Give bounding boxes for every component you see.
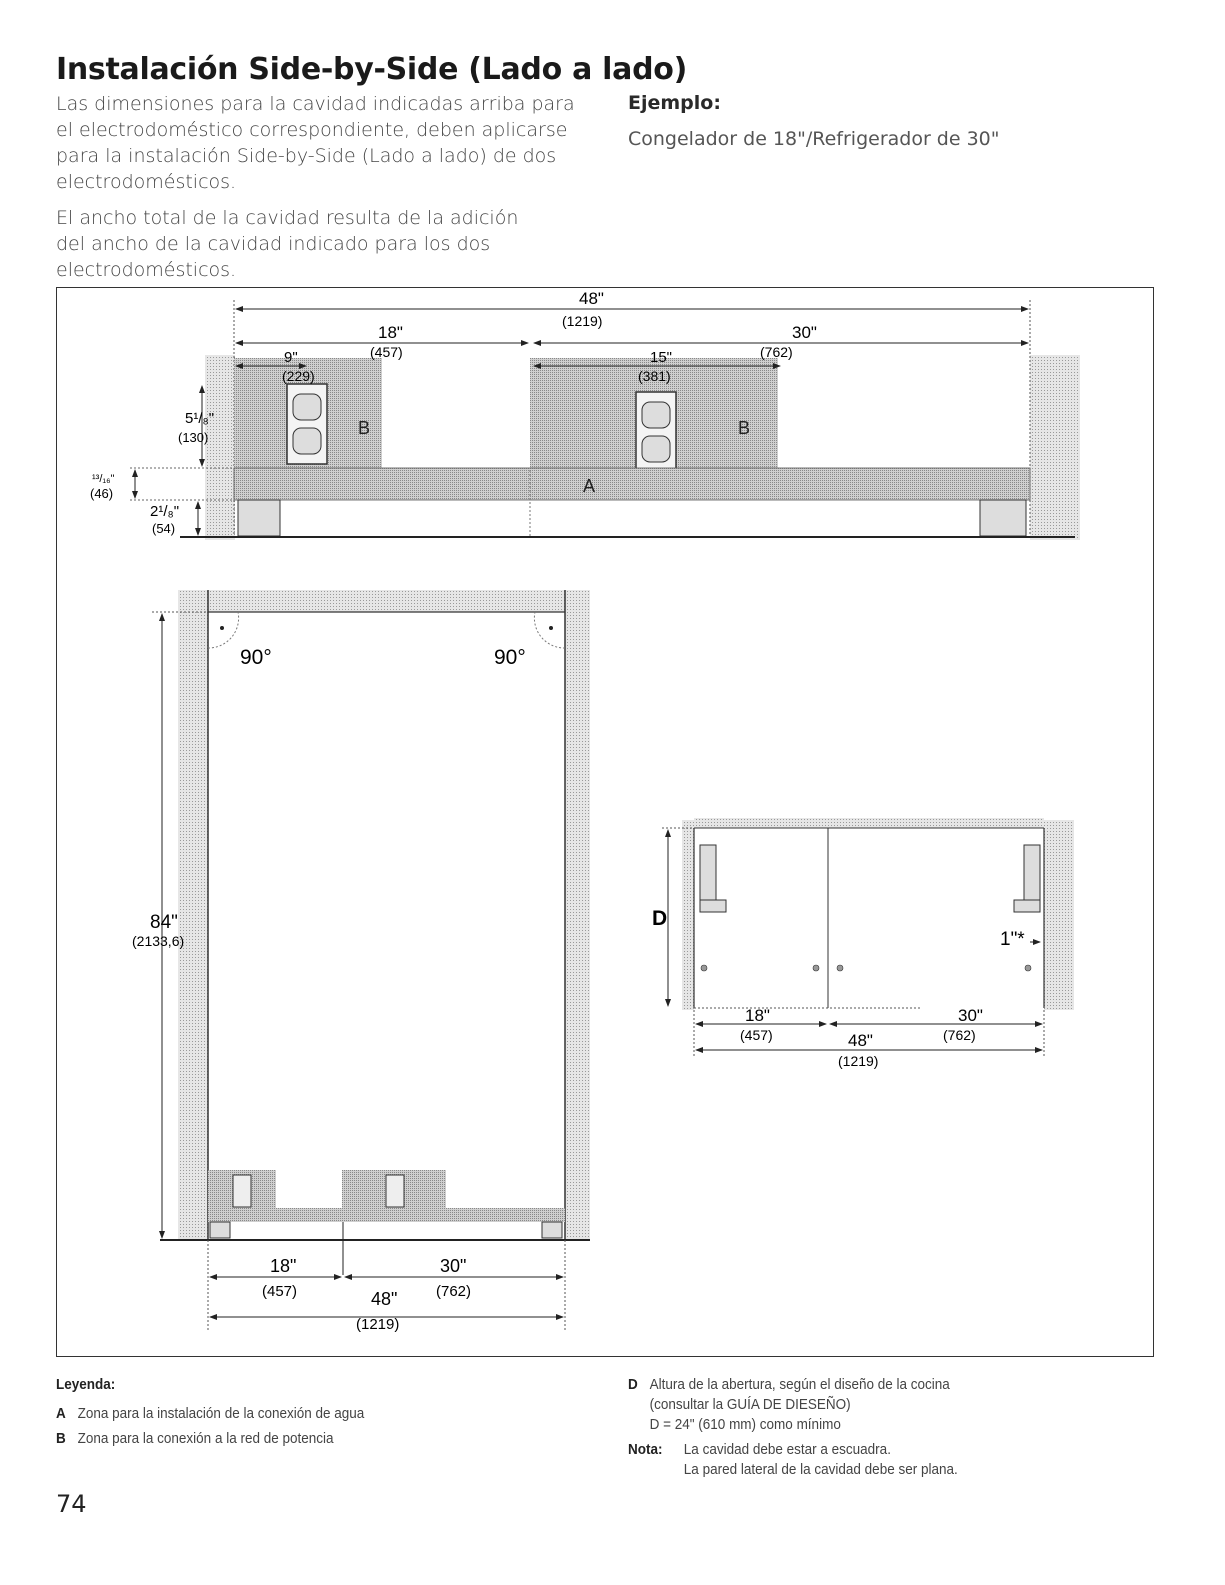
dim-h1-mm: (130) — [178, 430, 209, 445]
dim-right-mm: (762) — [943, 1027, 976, 1043]
zone-a-label: A — [583, 476, 596, 496]
width-paragraph: El ancho total de la cavidad resulta de la adición del ancho de la cavidad indicado para los dos electrodomésticos. — [56, 207, 519, 281]
legend-item-d — [628, 1375, 950, 1435]
legend-key: B — [56, 1430, 66, 1447]
dim-height-mm: (2133,6) — [132, 933, 185, 949]
dim-right-mm: (762) — [436, 1283, 472, 1300]
right-wall — [1044, 820, 1074, 1010]
legend-item-b — [56, 1430, 334, 1447]
legend-text: (consultar la GUÍA DE DIESEÑO) — [649, 1396, 851, 1413]
zone-b-label: B — [738, 418, 751, 438]
dim-h2-mm: (46) — [90, 486, 114, 501]
dim-left-mm: (457) — [740, 1027, 773, 1043]
hinge-bracket — [542, 1222, 562, 1238]
dim-d-label: D — [652, 907, 668, 930]
dim-right-mm: (762) — [760, 344, 793, 360]
hinge-bracket — [700, 845, 716, 900]
dim-right-in: 30" — [958, 1006, 983, 1025]
dim-height-in: 84" — [150, 912, 178, 933]
note-text: La pared lateral de la cavidad debe ser plana. — [683, 1461, 958, 1478]
zone-b-label: B — [358, 418, 371, 438]
dim-total-in: 48" — [371, 1289, 398, 1309]
dim-left-in: 18" — [270, 1256, 297, 1276]
plan-view-diagram — [652, 818, 1074, 1069]
outlet-icon — [233, 1175, 251, 1207]
dim-h3-mm: (54) — [152, 521, 176, 536]
dim-right-in: 30" — [792, 323, 817, 342]
dim-total-in: 48" — [848, 1031, 873, 1050]
dim-left-mm: (457) — [370, 344, 403, 360]
dim-gap: 1"* — [1000, 929, 1025, 950]
outlet-icon — [636, 392, 676, 472]
dim-total-mm: (1219) — [356, 1316, 400, 1333]
dim-half-left-in: 9" — [284, 349, 298, 366]
hinge-bracket — [1024, 845, 1040, 900]
example-text: Congelador de 18"/Refrigerador de 30" — [628, 128, 1000, 150]
dim-right-in: 30" — [440, 1256, 467, 1276]
dim-left-in: 18" — [745, 1006, 770, 1025]
dim-h1-in: 5¹/₈" — [185, 410, 215, 427]
zone-a-strip — [234, 468, 1030, 500]
legend-text: D = 24" (610 mm) como mínimo — [649, 1416, 841, 1433]
right-wall — [1030, 355, 1080, 540]
right-wall — [565, 590, 590, 1240]
page-title: Instalación Side-by-Side (Lado a lado) — [56, 52, 687, 87]
dim-h3-in: 2¹/₈" — [150, 503, 180, 520]
page-number: 74 — [56, 1490, 87, 1518]
hinge-bracket — [980, 500, 1026, 536]
dim-half-right-mm: (381) — [638, 368, 671, 384]
legend-key: A — [56, 1405, 66, 1422]
dim-total-mm: (1219) — [562, 313, 603, 329]
legend-heading: Leyenda: — [56, 1376, 116, 1393]
example-heading: Ejemplo: — [628, 92, 721, 114]
angle-right: 90° — [494, 646, 526, 669]
dim-total-in: 48" — [579, 289, 604, 308]
legend-note — [628, 1440, 958, 1480]
note-text: La cavidad debe estar a escuadra. — [683, 1441, 891, 1458]
outlet-icon — [287, 384, 327, 464]
legend-item-a — [56, 1405, 364, 1422]
dim-half-right-in: 15" — [650, 349, 673, 366]
angle-left: 90° — [240, 646, 272, 669]
top-elevation-diagram — [90, 289, 1080, 540]
left-wall — [205, 355, 235, 540]
zone-a-strip — [208, 1208, 565, 1222]
dim-h2-in: ¹³/₁₆" — [92, 473, 115, 485]
back-wall — [694, 818, 1044, 828]
hinge-bracket — [238, 500, 280, 536]
legend-text: Zona para la instalación de la conexión de agua — [77, 1405, 365, 1422]
legend-key: D — [628, 1376, 638, 1393]
legend-text: Altura de la abertura, según el diseño de la cocina — [649, 1376, 950, 1393]
left-wall — [178, 590, 208, 1240]
intro-paragraph: Las dimensiones para la cavidad indicadas arriba para el electrodoméstico correspondiente, deben aplicarse para la instalación Side-by-Side (Lado a lado) de dos electrodomésticos. — [56, 93, 575, 193]
legend-text: Zona para la conexión a la red de potencia — [77, 1430, 334, 1447]
outlet-icon — [386, 1175, 404, 1207]
left-wall — [682, 820, 694, 1010]
dim-left-mm: (457) — [262, 1283, 298, 1300]
front-elevation-diagram — [132, 590, 590, 1333]
hinge-bracket — [210, 1222, 230, 1238]
note-key: Nota: — [628, 1441, 663, 1458]
dim-left-in: 18" — [378, 323, 403, 342]
ceiling — [208, 590, 565, 612]
dim-half-left-mm: (229) — [282, 368, 315, 384]
dim-total-mm: (1219) — [838, 1053, 879, 1069]
